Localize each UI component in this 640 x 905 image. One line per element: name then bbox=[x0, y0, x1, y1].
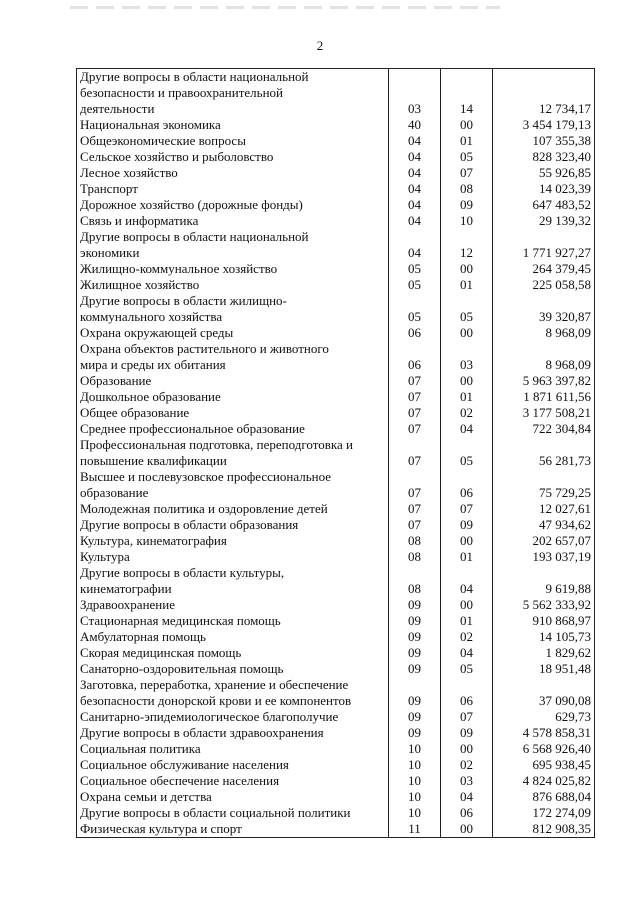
expense-name-line: Транспорт bbox=[80, 181, 138, 196]
expense-name bbox=[77, 213, 389, 229]
subsection-code: 05 bbox=[441, 661, 493, 677]
expense-name bbox=[77, 549, 389, 565]
expense-name bbox=[77, 613, 389, 629]
section-code: 40 bbox=[389, 117, 441, 133]
expense-name-line: Заготовка, переработка, хранение и обеспечение bbox=[80, 677, 349, 692]
amount: 8 968,09 bbox=[493, 341, 595, 373]
subsection-code: 02 bbox=[441, 405, 493, 421]
amount: 56 281,73 bbox=[493, 437, 595, 469]
table-row bbox=[77, 421, 595, 437]
scan-artifact bbox=[70, 6, 500, 9]
amount: 5 963 397,82 bbox=[493, 373, 595, 389]
expense-name-line: Социальное обслуживание населения bbox=[80, 757, 289, 772]
subsection-code: 04 bbox=[441, 421, 493, 437]
expense-name-line: Другие вопросы в области здравоохранения bbox=[80, 725, 324, 740]
expense-name bbox=[77, 741, 389, 757]
expense-name bbox=[77, 421, 389, 437]
subsection-code: 00 bbox=[441, 117, 493, 133]
subsection-code: 06 bbox=[441, 805, 493, 821]
amount: 1 829,62 bbox=[493, 645, 595, 661]
amount: 12 027,61 bbox=[493, 501, 595, 517]
expense-name bbox=[77, 677, 389, 709]
section-code: 07 bbox=[389, 389, 441, 405]
expense-name-line: Профессиональная подготовка, переподготовка и bbox=[80, 437, 353, 452]
expense-name-line: Лесное хозяйство bbox=[80, 165, 178, 180]
subsection-code: 04 bbox=[441, 789, 493, 805]
section-code: 09 bbox=[389, 629, 441, 645]
expense-name-line: Дорожное хозяйство (дорожные фонды) bbox=[80, 197, 303, 212]
subsection-code: 01 bbox=[441, 549, 493, 565]
amount: 14 023,39 bbox=[493, 181, 595, 197]
section-code: 05 bbox=[389, 293, 441, 325]
section-code: 09 bbox=[389, 677, 441, 709]
expense-name-line: Другие вопросы в области культуры, bbox=[80, 565, 285, 580]
section-code: 04 bbox=[389, 213, 441, 229]
expense-name bbox=[77, 789, 389, 805]
section-code: 07 bbox=[389, 421, 441, 437]
amount: 812 908,35 bbox=[493, 821, 595, 838]
expense-name bbox=[77, 389, 389, 405]
section-code: 09 bbox=[389, 709, 441, 725]
amount: 695 938,45 bbox=[493, 757, 595, 773]
subsection-code: 05 bbox=[441, 437, 493, 469]
amount: 722 304,84 bbox=[493, 421, 595, 437]
subsection-code: 02 bbox=[441, 757, 493, 773]
expense-name-line: экономики bbox=[80, 245, 140, 260]
amount: 14 105,73 bbox=[493, 629, 595, 645]
amount: 55 926,85 bbox=[493, 165, 595, 181]
expense-name-line: Скорая медицинская помощь bbox=[80, 645, 242, 660]
subsection-code: 01 bbox=[441, 277, 493, 293]
expense-name-line: Высшее и послевузовское профессиональное bbox=[80, 469, 332, 484]
subsection-code: 00 bbox=[441, 325, 493, 341]
amount: 1 871 611,56 bbox=[493, 389, 595, 405]
expense-name-line: Физическая культура и спорт bbox=[80, 821, 242, 836]
subsection-code: 00 bbox=[441, 261, 493, 277]
table-row bbox=[77, 773, 595, 789]
section-code: 06 bbox=[389, 341, 441, 373]
table-row bbox=[77, 293, 595, 325]
amount: 47 934,62 bbox=[493, 517, 595, 533]
amount: 910 868,97 bbox=[493, 613, 595, 629]
subsection-code: 00 bbox=[441, 821, 493, 838]
table-row bbox=[77, 149, 595, 165]
table-row bbox=[77, 213, 595, 229]
section-code: 04 bbox=[389, 165, 441, 181]
expense-name-line: Другие вопросы в области национальной bbox=[80, 69, 309, 84]
section-code: 03 bbox=[389, 69, 441, 118]
expense-name-line: Образование bbox=[80, 373, 152, 388]
expense-name-line: Социальное обеспечение населения bbox=[80, 773, 280, 788]
table-row bbox=[77, 501, 595, 517]
subsection-code: 02 bbox=[441, 629, 493, 645]
table-row bbox=[77, 821, 595, 838]
section-code: 09 bbox=[389, 725, 441, 741]
expense-name-line: Санаторно-оздоровительная помощь bbox=[80, 661, 284, 676]
table-row bbox=[77, 373, 595, 389]
table-row bbox=[77, 709, 595, 725]
expense-name-line: Культура bbox=[80, 549, 130, 564]
table-row bbox=[77, 469, 595, 501]
section-code: 11 bbox=[389, 821, 441, 838]
section-code: 07 bbox=[389, 517, 441, 533]
table-row bbox=[77, 741, 595, 757]
expense-name-line: Сельское хозяйство и рыболовство bbox=[80, 149, 274, 164]
table-row bbox=[77, 549, 595, 565]
expense-name-line: Общеэкономические вопросы bbox=[80, 133, 246, 148]
expense-name bbox=[77, 117, 389, 133]
section-code: 05 bbox=[389, 261, 441, 277]
expense-name-line: Другие вопросы в области социальной политики bbox=[80, 805, 351, 820]
expense-name bbox=[77, 597, 389, 613]
amount: 225 058,58 bbox=[493, 277, 595, 293]
table-row bbox=[77, 325, 595, 341]
subsection-code: 01 bbox=[441, 613, 493, 629]
expense-name-line: Общее образование bbox=[80, 405, 190, 420]
amount: 107 355,38 bbox=[493, 133, 595, 149]
subsection-code: 00 bbox=[441, 533, 493, 549]
amount: 3 454 179,13 bbox=[493, 117, 595, 133]
amount: 12 734,17 bbox=[493, 69, 595, 118]
table-row bbox=[77, 229, 595, 261]
subsection-code: 04 bbox=[441, 645, 493, 661]
expense-name-line: Молодежная политика и оздоровление детей bbox=[80, 501, 328, 516]
table-row bbox=[77, 725, 595, 741]
expense-name bbox=[77, 533, 389, 549]
expense-name bbox=[77, 165, 389, 181]
amount: 876 688,04 bbox=[493, 789, 595, 805]
subsection-code: 00 bbox=[441, 741, 493, 757]
section-code: 10 bbox=[389, 789, 441, 805]
section-code: 07 bbox=[389, 469, 441, 501]
subsection-code: 01 bbox=[441, 133, 493, 149]
expense-name bbox=[77, 437, 389, 469]
expense-name bbox=[77, 149, 389, 165]
subsection-code: 07 bbox=[441, 709, 493, 725]
expense-name bbox=[77, 645, 389, 661]
section-code: 04 bbox=[389, 197, 441, 213]
subsection-code: 05 bbox=[441, 149, 493, 165]
table-row bbox=[77, 277, 595, 293]
amount: 264 379,45 bbox=[493, 261, 595, 277]
expense-name bbox=[77, 181, 389, 197]
expense-name bbox=[77, 725, 389, 741]
table-row bbox=[77, 757, 595, 773]
subsection-code: 03 bbox=[441, 341, 493, 373]
amount: 75 729,25 bbox=[493, 469, 595, 501]
expense-name bbox=[77, 325, 389, 341]
subsection-code: 07 bbox=[441, 165, 493, 181]
budget-table bbox=[76, 68, 595, 838]
amount: 29 139,32 bbox=[493, 213, 595, 229]
page-number: 2 bbox=[316, 38, 324, 53]
expense-name bbox=[77, 277, 389, 293]
expense-name bbox=[77, 469, 389, 501]
amount: 202 657,07 bbox=[493, 533, 595, 549]
amount: 9 619,88 bbox=[493, 565, 595, 597]
expense-name-line: Среднее профессиональное образование bbox=[80, 421, 305, 436]
table-row bbox=[77, 69, 595, 118]
subsection-code: 00 bbox=[441, 597, 493, 613]
amount: 629,73 bbox=[493, 709, 595, 725]
table-row bbox=[77, 197, 595, 213]
amount: 193 037,19 bbox=[493, 549, 595, 565]
table-row bbox=[77, 341, 595, 373]
section-code: 08 bbox=[389, 533, 441, 549]
expense-name bbox=[77, 565, 389, 597]
expense-name bbox=[77, 229, 389, 261]
amount: 1 771 927,27 bbox=[493, 229, 595, 261]
subsection-code: 09 bbox=[441, 517, 493, 533]
expense-name-line: безопасности и правоохранительной bbox=[80, 85, 283, 100]
table-row bbox=[77, 437, 595, 469]
expense-name bbox=[77, 293, 389, 325]
table-row bbox=[77, 661, 595, 677]
table-row bbox=[77, 261, 595, 277]
section-code: 04 bbox=[389, 133, 441, 149]
expense-name bbox=[77, 805, 389, 821]
section-code: 04 bbox=[389, 149, 441, 165]
amount: 18 951,48 bbox=[493, 661, 595, 677]
section-code: 07 bbox=[389, 501, 441, 517]
expense-name bbox=[77, 133, 389, 149]
section-code: 04 bbox=[389, 181, 441, 197]
table-row bbox=[77, 597, 595, 613]
section-code: 09 bbox=[389, 645, 441, 661]
subsection-code: 09 bbox=[441, 725, 493, 741]
amount: 172 274,09 bbox=[493, 805, 595, 821]
table-row bbox=[77, 629, 595, 645]
expense-name-line: повышение квалификации bbox=[80, 453, 227, 468]
amount: 8 968,09 bbox=[493, 325, 595, 341]
section-code: 08 bbox=[389, 549, 441, 565]
expense-name-line: Связь и информатика bbox=[80, 213, 199, 228]
expense-name bbox=[77, 501, 389, 517]
expense-name-line: Жилищно-коммунальное хозяйство bbox=[80, 261, 278, 276]
subsection-code: 08 bbox=[441, 181, 493, 197]
subsection-code: 09 bbox=[441, 197, 493, 213]
expense-name-line: Охрана семьи и детства bbox=[80, 789, 212, 804]
amount: 647 483,52 bbox=[493, 197, 595, 213]
amount: 4 578 858,31 bbox=[493, 725, 595, 741]
section-code: 09 bbox=[389, 661, 441, 677]
amount: 5 562 333,92 bbox=[493, 597, 595, 613]
expense-name-line: Дошкольное образование bbox=[80, 389, 221, 404]
subsection-code: 05 bbox=[441, 293, 493, 325]
expense-name-line: Охрана окружающей среды bbox=[80, 325, 234, 340]
section-code: 10 bbox=[389, 741, 441, 757]
section-code: 09 bbox=[389, 597, 441, 613]
section-code: 07 bbox=[389, 405, 441, 421]
expense-name-line: Жилищное хозяйство bbox=[80, 277, 200, 292]
expense-name-line: безопасности донорской крови и ее компонентов bbox=[80, 693, 352, 708]
section-code: 10 bbox=[389, 805, 441, 821]
subsection-code: 12 bbox=[441, 229, 493, 261]
subsection-code: 06 bbox=[441, 469, 493, 501]
expense-name bbox=[77, 341, 389, 373]
expense-name bbox=[77, 373, 389, 389]
subsection-code: 06 bbox=[441, 677, 493, 709]
section-code: 08 bbox=[389, 565, 441, 597]
expense-name bbox=[77, 261, 389, 277]
table-row bbox=[77, 677, 595, 709]
table-row bbox=[77, 517, 595, 533]
section-code: 10 bbox=[389, 773, 441, 789]
expense-name-line: образование bbox=[80, 485, 149, 500]
expense-name bbox=[77, 629, 389, 645]
section-code: 10 bbox=[389, 757, 441, 773]
amount: 6 568 926,40 bbox=[493, 741, 595, 757]
table-row bbox=[77, 565, 595, 597]
table-row bbox=[77, 405, 595, 421]
amount: 4 824 025,82 bbox=[493, 773, 595, 789]
expense-name-line: кинематографии bbox=[80, 581, 172, 596]
expense-name-line: Охрана объектов растительного и животного bbox=[80, 341, 329, 356]
expense-name-line: Амбулаторная помощь bbox=[80, 629, 206, 644]
subsection-code: 10 bbox=[441, 213, 493, 229]
expense-name-line: Другие вопросы в области жилищно- bbox=[80, 293, 287, 308]
table-row bbox=[77, 645, 595, 661]
subsection-code: 00 bbox=[441, 373, 493, 389]
table-row bbox=[77, 133, 595, 149]
expense-name bbox=[77, 661, 389, 677]
table-row bbox=[77, 389, 595, 405]
expense-name bbox=[77, 69, 389, 118]
subsection-code: 04 bbox=[441, 565, 493, 597]
expense-name bbox=[77, 405, 389, 421]
section-code: 04 bbox=[389, 229, 441, 261]
table-row bbox=[77, 805, 595, 821]
expense-name-line: коммунального хозяйства bbox=[80, 309, 223, 324]
subsection-code: 03 bbox=[441, 773, 493, 789]
subsection-code: 01 bbox=[441, 389, 493, 405]
expense-name-line: Другие вопросы в области образования bbox=[80, 517, 299, 532]
table-row bbox=[77, 181, 595, 197]
amount: 3 177 508,21 bbox=[493, 405, 595, 421]
table-row bbox=[77, 165, 595, 181]
section-code: 05 bbox=[389, 277, 441, 293]
expense-name-line: Другие вопросы в области национальной bbox=[80, 229, 309, 244]
amount: 828 323,40 bbox=[493, 149, 595, 165]
expense-name-line: деятельности bbox=[80, 101, 155, 116]
subsection-code: 07 bbox=[441, 501, 493, 517]
expense-name-line: Национальная экономика bbox=[80, 117, 221, 132]
section-code: 06 bbox=[389, 325, 441, 341]
budget-table-body bbox=[77, 69, 595, 838]
section-code: 09 bbox=[389, 613, 441, 629]
amount: 39 320,87 bbox=[493, 293, 595, 325]
amount: 37 090,08 bbox=[493, 677, 595, 709]
expense-name bbox=[77, 517, 389, 533]
expense-name-line: Социальная политика bbox=[80, 741, 201, 756]
expense-name bbox=[77, 773, 389, 789]
table-row bbox=[77, 789, 595, 805]
table-row bbox=[77, 533, 595, 549]
section-code: 07 bbox=[389, 373, 441, 389]
expense-name bbox=[77, 709, 389, 725]
table-row bbox=[77, 117, 595, 133]
table-row bbox=[77, 613, 595, 629]
expense-name-line: мира и среды их обитания bbox=[80, 357, 226, 372]
expense-name-line: Здравоохранение bbox=[80, 597, 175, 612]
section-code: 07 bbox=[389, 437, 441, 469]
expense-name-line: Санитарно-эпидемиологическое благополучие bbox=[80, 709, 339, 724]
expense-name-line: Стационарная медицинская помощь bbox=[80, 613, 281, 628]
expense-name bbox=[77, 821, 389, 838]
expense-name-line: Культура, кинематография bbox=[80, 533, 227, 548]
expense-name bbox=[77, 757, 389, 773]
subsection-code: 14 bbox=[441, 69, 493, 118]
expense-name bbox=[77, 197, 389, 213]
